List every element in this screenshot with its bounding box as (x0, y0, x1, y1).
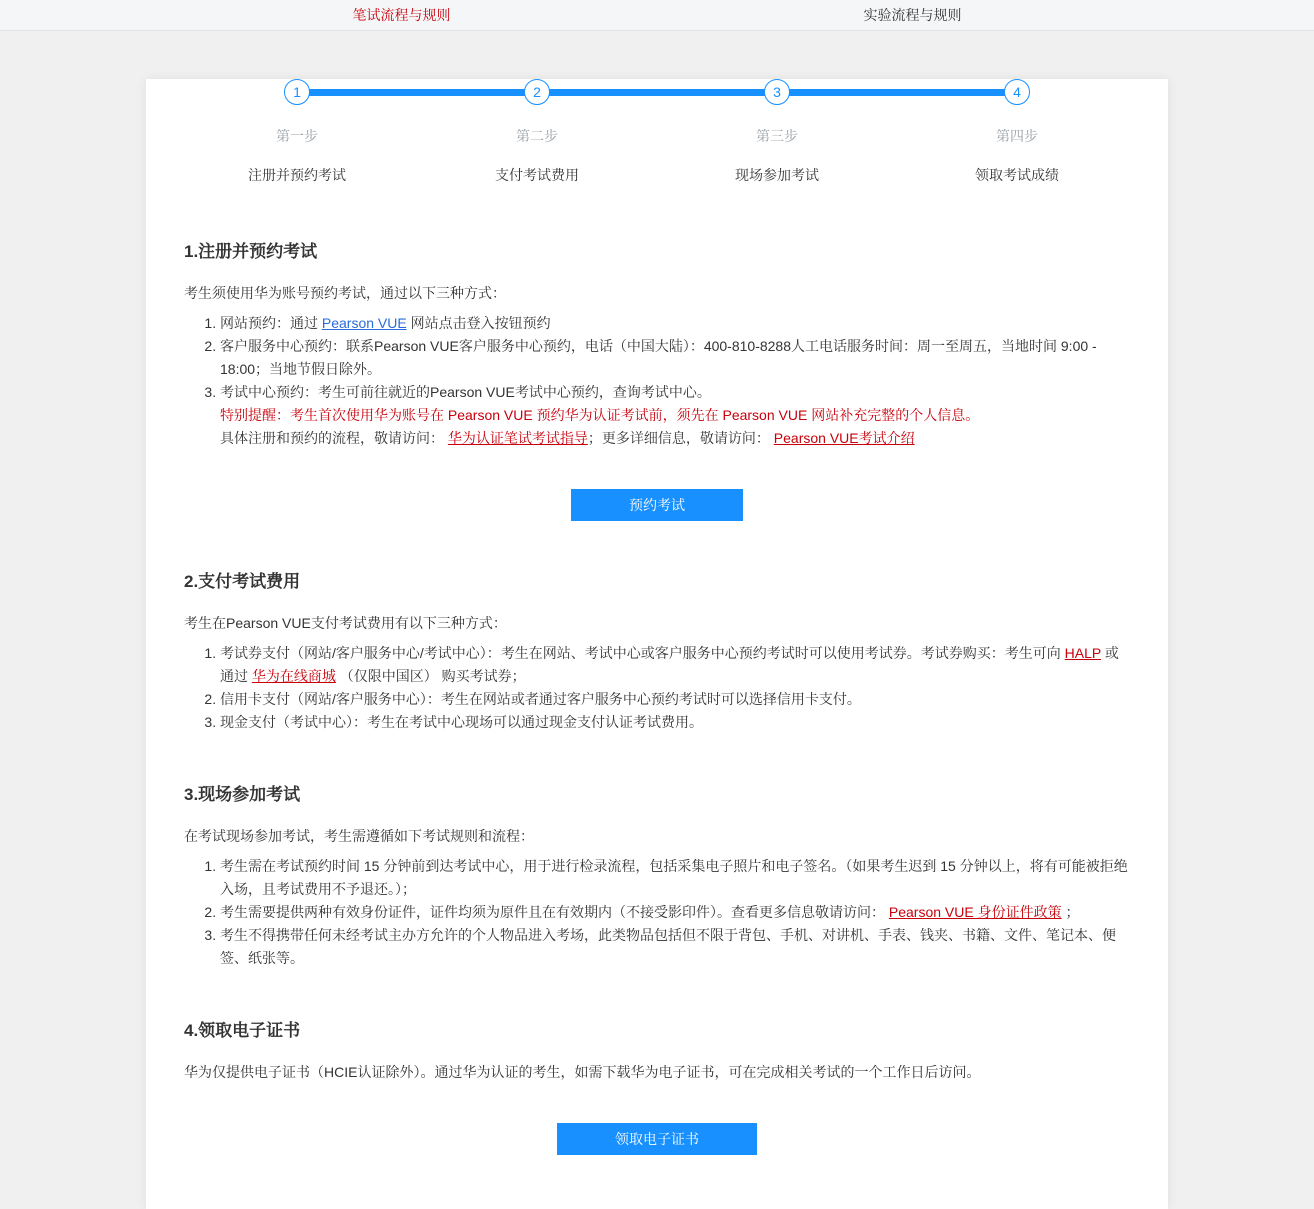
tab-slot-right (657, 0, 1168, 30)
section-1-button-row (184, 489, 1130, 521)
step-1-title: 注册并预约考试 (248, 167, 346, 183)
section-3-intro: 在考试现场参加考试，考生需遵循如下考试规则和流程： (184, 828, 534, 844)
list-item-text: 信用卡支付（网站/客户服务中心）：考生在网站或者通过客户服务中心预约考试时可以选择信用卡支付。 (220, 691, 861, 707)
section-3-list (184, 855, 1130, 970)
list-item-text: 考试券支付（网站/客户服务中心/考试中心）：考生在网站、考试中心或客户服务中心预约考试时可以使用考试券。考试券购买：考生可向 (220, 645, 1065, 661)
tab-lab-exam-process[interactable]: 实验流程与规则 (863, 7, 962, 23)
top-tab-bar (0, 0, 1314, 31)
list-item-text: 考试中心预约：考生可前往就近的Pearson VUE考试中心预约，查询考试中心。 (220, 384, 711, 400)
list-item-text: （仅限中国区） 购买考试券； (335, 668, 526, 684)
section-2-list (184, 642, 1130, 734)
list-item (220, 901, 1130, 924)
list-item (220, 642, 1130, 688)
step-4-circle: 4 (1004, 79, 1030, 105)
step-3 (657, 79, 897, 185)
step-1-label: 第一步 (276, 128, 318, 144)
get-certificate-button[interactable]: 领取电子证书 (557, 1123, 757, 1155)
note-text: ；更多详细信息，敬请访问： (587, 430, 774, 446)
section-2-heading: 2.支付考试费用 (184, 572, 301, 591)
step-3-title: 现场参加考试 (735, 167, 819, 183)
content (146, 241, 1168, 1155)
tab-slot-left (146, 0, 657, 30)
list-item-text: 网站点击登入按钮预约 (406, 315, 551, 331)
step-1 (177, 79, 417, 185)
list-item (220, 688, 1130, 711)
section-1-intro: 考生须使用华为账号预约考试，通过以下三种方式： (184, 285, 506, 301)
section-2-intro: 考生在Pearson VUE支付考试费用有以下三种方式： (184, 615, 507, 631)
list-item (220, 312, 1130, 335)
step-1-circle: 1 (284, 79, 310, 105)
section-3-heading: 3.现场参加考试 (184, 785, 301, 804)
note-text: 具体注册和预约的流程，敬请访问： (220, 430, 448, 446)
huawei-online-store-link[interactable]: 华为在线商城 (251, 668, 336, 684)
special-reminder-note (220, 404, 1130, 427)
step-4-title: 领取考试成绩 (975, 167, 1059, 183)
id-policy-link[interactable]: Pearson VUE 身份证件政策 (888, 904, 1062, 920)
step-2-circle: 2 (524, 79, 550, 105)
step-4 (897, 79, 1137, 185)
section-1-list (184, 312, 1130, 404)
written-exam-guide-link[interactable]: 华为认证笔试考试指导 (447, 430, 588, 446)
list-item (220, 381, 1130, 404)
list-item (220, 711, 1130, 734)
list-item-text: 考生不得携带任何未经考试主办方允许的个人物品进入考场，此类物品包括但不限于背包、手机、对讲机、手表、钱夹、书籍、文件、笔记本、便签、纸张等。 (220, 927, 1116, 966)
note-text: 特别提醒：考生首次使用华为账号在 Pearson VUE 预约华为认证考试前，须先在 Pearson VUE 网站补充完整的个人信息。 (220, 407, 980, 423)
step-2-title: 支付考试费用 (495, 167, 579, 183)
section-4-intro: 华为仅提供电子证书（HCIE认证除外）。通过华为认证的考生，如需下载华为电子证书，可在完成相关考试的一个工作日后访问。 (184, 1064, 981, 1080)
tab-written-exam-process[interactable]: 笔试流程与规则 (352, 7, 451, 23)
book-exam-button[interactable]: 预约考试 (571, 489, 743, 521)
list-item (220, 855, 1130, 901)
step-2 (417, 79, 657, 185)
step-3-label: 第三步 (756, 128, 798, 144)
halp-link[interactable]: HALP (1064, 645, 1101, 661)
list-item (220, 335, 1130, 381)
section-1-heading: 1.注册并预约考试 (184, 242, 318, 261)
stepper (177, 79, 1137, 185)
section-4-button-row (184, 1123, 1130, 1155)
step-3-circle: 3 (764, 79, 790, 105)
content-card (146, 79, 1168, 1209)
top-tab-bar-inner (146, 0, 1168, 30)
section-4-heading: 4.领取电子证书 (184, 1021, 301, 1040)
step-2-label: 第二步 (516, 128, 558, 144)
registration-guide-note (220, 427, 1130, 450)
pearson-vue-intro-link[interactable]: Pearson VUE考试介绍 (773, 430, 915, 446)
list-item-text: ； (1061, 904, 1080, 920)
list-item-text: 现金支付（考试中心）：考生在考试中心现场可以通过现金支付认证考试费用。 (220, 714, 703, 730)
list-item-text: 网站预约：通过 (220, 315, 322, 331)
stepper-steps-row (177, 79, 1137, 185)
list-item-text: 考生需在考试预约时间 15 分钟前到达考试中心，用于进行检录流程，包括采集电子照片和电子签名。（如果考生迟到 15 分钟以上，将有可能被拒绝入场，且考试费用不予退还。）； (220, 858, 1128, 897)
list-item-text: 或通过 (220, 645, 1119, 684)
pearson-vue-link[interactable]: Pearson VUE (321, 315, 407, 331)
step-4-label: 第四步 (996, 128, 1038, 144)
list-item-text: 客户服务中心预约：联系Pearson VUE客户服务中心预约，电话（中国大陆）：400-810-8288人工电话服务时间：周一至周五，当地时间 9:00 - 18:00；当地节假日除外。 (220, 338, 1097, 377)
list-item-text: 考生需要提供两种有效身份证件，证件均须为原件且在有效期内（不接受影印件）。查看更多信息敬请访问： (220, 904, 889, 920)
list-item (220, 924, 1130, 970)
